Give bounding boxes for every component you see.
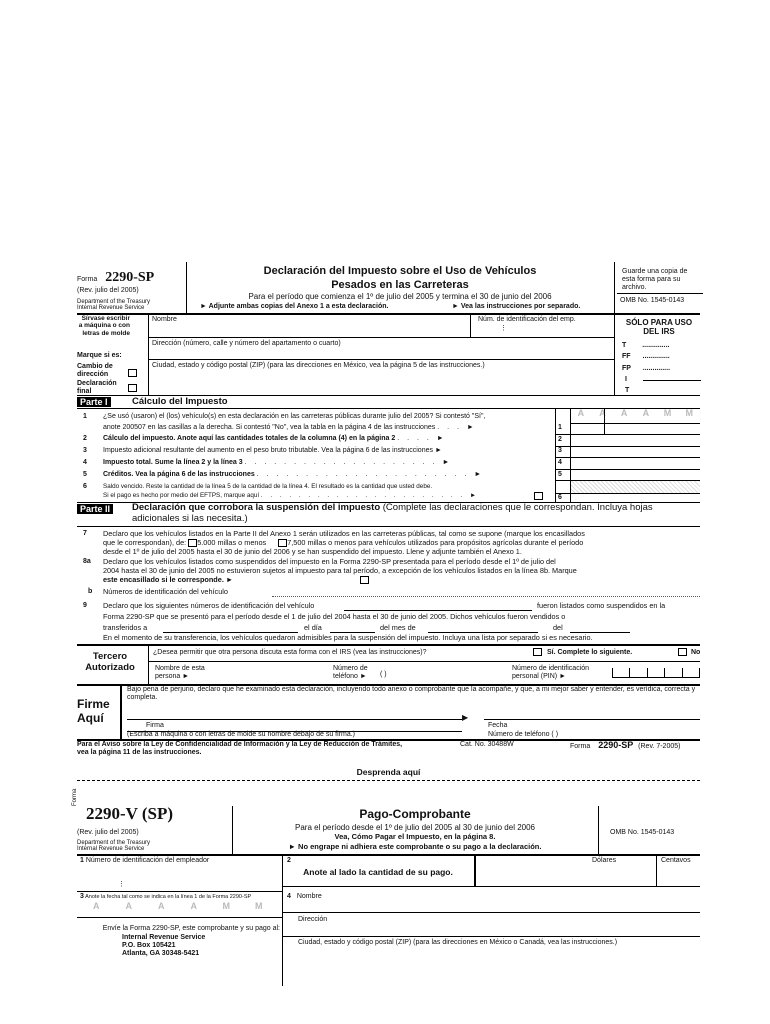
voucher-amount-label: Anote al lado la cantidad de su pago. bbox=[303, 867, 453, 877]
third-party-label: Tercero Autorizado bbox=[85, 651, 135, 673]
voucher-number: 2290-V (SP) bbox=[86, 804, 174, 823]
date-field[interactable] bbox=[484, 712, 700, 720]
part1-label: Parte I bbox=[77, 397, 111, 407]
line-6b: Si el pago es hecho por medio del EFTPS, marque aquí . . . . . . . . . . . . . . . . . . . . . . ► bbox=[103, 492, 480, 499]
third-party-yes-label: Sí. Complete lo siguiente. bbox=[547, 649, 633, 656]
line-7-num: 7 bbox=[83, 530, 87, 537]
line-7a: Declaro que los vehículos listados en la Parte II del Anexo 1 serán utilizados en las carreteras públicas, tal como se supone (marque los encasillados bbox=[103, 529, 585, 538]
5000-miles-checkbox[interactable] bbox=[188, 539, 197, 547]
dept: Department of the Treasury bbox=[77, 299, 151, 305]
line-8a-checkbox[interactable] bbox=[360, 576, 369, 584]
voucher-name-field[interactable] bbox=[295, 900, 700, 910]
voucher-no-staple: ► No engrape ni adhiera este comprobante o su pago a la declaración. bbox=[288, 842, 542, 851]
period: Para el período que comienza el 1º de julio del 2005 y termina el 30 de junio del 2006 bbox=[248, 292, 552, 301]
line-8b: Números de identificación del vehículo bbox=[103, 587, 228, 596]
footer-form: Forma 2290-SP (Rev. 7-2005) bbox=[570, 740, 681, 750]
transferred-to-label: transferidos a bbox=[103, 623, 148, 632]
ein-field[interactable]: ⋮ bbox=[500, 325, 507, 332]
year-field[interactable] bbox=[570, 623, 630, 633]
voucher-box-1: 1 Número de identificación del empleador bbox=[80, 857, 210, 864]
irs-code-t: T .............. bbox=[622, 342, 670, 349]
phone-label: Número de teléfono ( ) bbox=[488, 731, 559, 738]
vin-list-field[interactable] bbox=[344, 601, 532, 611]
line-2: Cálculo del impuesto. Anote aquí las cantidades totales de la columna (4) en la página 2 . . . . ► bbox=[103, 435, 447, 442]
day-label: el día bbox=[304, 623, 322, 632]
line-9a: Declaro que los siguientes números de identificación del vehículo bbox=[103, 601, 315, 610]
voucher-city-label: Ciudad, estado y código postal (ZIP) (para las direcciones en México o Canadá, vea las instrucciones.) bbox=[298, 939, 618, 946]
third-party-no-label: No bbox=[691, 649, 701, 656]
line-8a-2: 2004 hasta el 30 de junio del 2005 no estuvieron sujetos al impuesto para tal período, a excepción de los vehículos listados en la línea 8b. Marque bbox=[103, 566, 577, 575]
vin-field[interactable] bbox=[272, 596, 700, 597]
voucher-form-word: Forma bbox=[72, 788, 78, 806]
box-2-label: 2 bbox=[558, 436, 562, 443]
line-7e: desde el 1º de julio del 2005 hasta el 30 de junio del 2006 y se han suspendido del impuesto. Llene y adjunte también el Anexo 1. bbox=[103, 547, 522, 556]
payment-amount-field[interactable] bbox=[476, 866, 700, 884]
voucher-see: Vea, Cómo Pagar el Impuesto, en la página 8. bbox=[334, 832, 496, 841]
designee-phone-label: Número de teléfono ► bbox=[333, 665, 368, 681]
box-6-label: 6 bbox=[558, 494, 562, 501]
line-4: Impuesto total. Sume la línea 2 y la línea 3 . . . . . . . . . . . . . . . . . . . . ► bbox=[103, 459, 453, 466]
city-label: Ciudad, estado y código postal (ZIP) (para las direcciones en México, vea la página 5 de las instrucciones.) bbox=[152, 362, 485, 369]
final-return-checkbox[interactable] bbox=[128, 384, 137, 392]
line-9a-2: fueron listados como suspendidos en la bbox=[537, 601, 666, 610]
voucher-box-4: 4 Nombre bbox=[287, 893, 322, 900]
cents-label: Centavos bbox=[661, 857, 691, 864]
line-5: Créditos. Vea la página 6 de las instrucciones . . . . . . . . . . . . . . . . . . . . . . ► bbox=[103, 471, 485, 478]
voucher-rev: (Rev. julio del 2005) bbox=[77, 829, 139, 836]
voucher-box-2-num: 2 bbox=[287, 857, 291, 864]
voucher-box-3: 3 Anote la fecha tal como se indica en la línea 1 de la Forma 2290-SP bbox=[80, 893, 252, 900]
box-4-label: 4 bbox=[558, 459, 562, 466]
date-cell: A bbox=[599, 408, 606, 418]
irs-code-t2: T bbox=[625, 387, 630, 394]
designee-name-field[interactable] bbox=[230, 664, 320, 680]
print-label: Sírvase escribir a máquina o con letras de molde bbox=[78, 315, 130, 337]
city-field[interactable] bbox=[150, 370, 612, 390]
attach-note: ► Adjunte ambas copias del Anexo 1 a esta declaración. bbox=[200, 303, 389, 310]
line-9-num: 9 bbox=[83, 602, 87, 609]
line-9b: Forma 2290-SP que se presentó para el período desde el 1 de julio del 2004 hasta el 30 de junio del 2005. Dichos vehículos fueron vendidos o bbox=[103, 612, 566, 621]
date-cell: A bbox=[125, 901, 132, 911]
line-4-num: 4 bbox=[83, 459, 87, 466]
irs: Internal Revenue Service bbox=[77, 305, 145, 311]
third-party-question: ¿Desea permitir que otra persona discuta esta forma con el IRS (vea las instrucciones)? bbox=[153, 649, 427, 656]
detach-here: Desprenda aquí bbox=[356, 767, 421, 777]
mark-label: Marque si es: bbox=[77, 352, 122, 359]
dollars-label: Dólares bbox=[592, 857, 617, 864]
irs-code-i: I bbox=[625, 376, 701, 384]
month-field[interactable] bbox=[428, 623, 538, 633]
mail-address-1: Internal Revenue Service bbox=[122, 934, 206, 941]
date-cell: A bbox=[93, 901, 100, 911]
part2-label: Parte II bbox=[77, 504, 113, 514]
signature-field[interactable] bbox=[127, 712, 462, 720]
irs-code-ff: FF .............. bbox=[622, 353, 670, 360]
revision: (Rev. julio del 2005) bbox=[77, 287, 139, 294]
third-party-yes-checkbox[interactable] bbox=[533, 648, 542, 656]
year-label: del bbox=[553, 623, 563, 632]
voucher-address-label: Dirección bbox=[298, 916, 328, 923]
date-boxes[interactable] bbox=[570, 408, 700, 423]
date-cell: A bbox=[190, 901, 197, 911]
mail-address-3: Atlanta, GA 30348-5421 bbox=[122, 950, 200, 957]
change-address-checkbox[interactable] bbox=[128, 369, 137, 377]
line-1a: ¿Se usó (usaron) el (los) vehículo(s) en esta declaración en las carreteras públicas durante julio del 2005? Si contestó "Sí", bbox=[103, 413, 486, 420]
day-field[interactable] bbox=[330, 623, 375, 633]
box-1-label: 1 bbox=[558, 424, 562, 431]
name-label: Nombre bbox=[152, 316, 177, 323]
signature-arrow-icon: ▶ bbox=[462, 713, 469, 722]
box-3-label: 3 bbox=[558, 447, 562, 454]
eftps-checkbox[interactable] bbox=[534, 492, 543, 500]
designee-name-label: Nombre de esta persona ► bbox=[155, 665, 205, 681]
privacy-notice: Para el Aviso sobre la Ley de Confidencialidad de Información y la Ley de Reducción de Trámites, vea la página 11 de las instrucciones. bbox=[77, 741, 403, 757]
line-8a-num: 8a bbox=[83, 558, 91, 565]
perjury-statement: Bajo pena de perjurio, declaro que he examinado esta declaración, incluyendo todo anexo o comprobante que la acompañe, y que, a mi mejor saber y entender, es verídica, correcta y completa. bbox=[127, 686, 696, 702]
designee-phone-field[interactable]: ( ) bbox=[380, 671, 387, 678]
date-cell: A bbox=[577, 408, 585, 418]
title-1: Declaración del Impuesto sobre el Uso de Vehículos bbox=[263, 265, 537, 277]
date-label: Fecha bbox=[488, 722, 508, 729]
mail-to-label: Envíe la Forma 2290-SP, este comprobante y su pago al: bbox=[102, 925, 280, 932]
cat-number: Cat. No. 30488W bbox=[460, 741, 514, 748]
line-5-num: 5 bbox=[83, 471, 87, 478]
date-cell: M bbox=[222, 901, 230, 911]
voucher-address-field[interactable] bbox=[295, 924, 700, 934]
signature-note: (Escriba a máquina o con letras de molde su nombre debajo de su firma.) bbox=[127, 731, 356, 738]
date-cell: A bbox=[642, 408, 650, 418]
irs-use-only: SÓLO PARA USO DEL IRS bbox=[625, 318, 693, 337]
line-1b: anote 200507 en las casillas a la derecha. Si contestó "No", vea la tabla en la página 4 de las instrucciones . . . ► bbox=[103, 424, 477, 431]
line-3-num: 3 bbox=[83, 447, 87, 454]
final-return-label: Declaración final bbox=[77, 380, 117, 396]
date-cell: A bbox=[158, 901, 165, 911]
pin-boxes[interactable] bbox=[612, 668, 700, 678]
line-8b-num: b bbox=[88, 588, 93, 595]
voucher-dept: Department of the Treasury bbox=[77, 840, 151, 846]
street-label: Dirección (número, calle y número del apartamento o cuarto) bbox=[152, 340, 341, 347]
voucher-period: Para el período desde el 1º de julio del 2005 al 30 de junio del 2006 bbox=[295, 823, 535, 832]
designee-pin-label: Número de identificación personal (PIN) ► bbox=[512, 665, 590, 681]
form-label bbox=[77, 270, 154, 286]
sign-here-label: Firme Aquí bbox=[77, 697, 110, 726]
box-5-label: 5 bbox=[558, 471, 562, 478]
title-2: Pesados en las Carreteras bbox=[331, 279, 469, 291]
line-1-num: 1 bbox=[83, 413, 87, 420]
voucher-omb: OMB No. 1545-0143 bbox=[610, 829, 675, 836]
voucher-title: Pago-Comprobante bbox=[359, 807, 471, 821]
voucher-irs: Internal Revenue Service bbox=[77, 846, 145, 852]
date-cell: M bbox=[663, 408, 672, 418]
ein-label: Núm. de identificación del emp. bbox=[478, 316, 576, 323]
date-cell: A bbox=[620, 408, 628, 418]
street-field[interactable] bbox=[150, 348, 612, 358]
cut-line bbox=[77, 780, 700, 781]
keep-copy: Guarde una copia de esta forma para su archivo. bbox=[622, 268, 688, 292]
voucher-ein-field[interactable]: ⋮ bbox=[118, 881, 125, 888]
line-2-num: 2 bbox=[83, 435, 87, 442]
irs-code-fp: FP .............. bbox=[622, 365, 671, 372]
voucher-city-field[interactable] bbox=[295, 948, 700, 966]
line-9d: En el momento de su transferencia, los vehículos quedaron admisibles para la suspensión del impuesto. Incluya una lista por separado si es necesario. bbox=[103, 633, 593, 642]
mail-address-2: P.O. Box 105421 bbox=[122, 942, 176, 949]
month-label: del mes de bbox=[380, 623, 416, 632]
omb: OMB No. 1545-0143 bbox=[617, 293, 703, 305]
instr-note: ► Vea las instrucciones por separado. bbox=[452, 303, 581, 310]
signature-label: Firma bbox=[146, 722, 164, 729]
transferred-to-field[interactable] bbox=[163, 623, 298, 633]
part2-title: Declaración que corrobora la suspensión del impuesto (Complete las declaraciones que le correspondan. Incluya hojas adicionales si las necesita.) bbox=[132, 502, 653, 524]
line-6-num: 6 bbox=[83, 483, 87, 490]
change-address-label: Cambio de dirección bbox=[77, 363, 113, 379]
line-3: Impuesto adicional resultante del aumento en el peso bruto tributable. Vea la página 6 de las instrucciones ► bbox=[103, 447, 445, 454]
part1-title: Cálculo del Impuesto bbox=[132, 396, 228, 407]
third-party-no-checkbox[interactable] bbox=[678, 648, 687, 656]
voucher-date-boxes[interactable] bbox=[80, 901, 275, 914]
line-8a-3: este encasillado si le corresponde. ► bbox=[103, 575, 234, 584]
form-number: 2290-SP bbox=[105, 270, 155, 285]
7500-miles-checkbox[interactable] bbox=[278, 539, 287, 547]
date-cell: M bbox=[685, 408, 693, 418]
line-7b: que le correspondan), de: 5.000 millas o menos 7,500 millas o menos para vehículos utilizados para propósitos agrícolas durante el período bbox=[103, 538, 584, 547]
line-8a-1: Declaro que los vehículos listados como suspendidos del impuesto en la Forma 2290-SP presentada para el período desde el 1º de julio del bbox=[103, 557, 556, 566]
line-6a: Saldo vencido. Reste la cantidad de la línea 5 de la cantidad de la línea 4. El resultado es la cantidad que usted debe. bbox=[103, 483, 433, 490]
form-word: Forma bbox=[77, 276, 98, 283]
date-cell: M bbox=[255, 901, 263, 911]
